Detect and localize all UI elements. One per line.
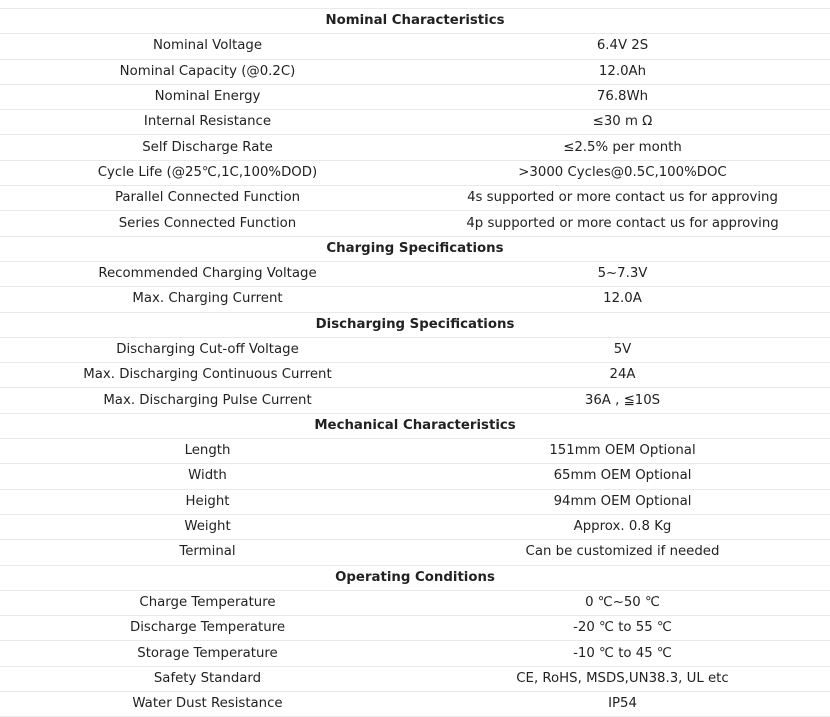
section-title: Operating Conditions	[0, 565, 830, 590]
spec-value: CE, RoHS, MSDS,UN38.3, UL etc	[415, 666, 830, 691]
spec-label: Width	[0, 464, 415, 489]
spec-value: 0 ℃~50 ℃	[415, 590, 830, 615]
spec-label: Safety Standard	[0, 666, 415, 691]
section-header-row	[0, 312, 830, 337]
table-row	[0, 84, 830, 109]
table-row	[0, 514, 830, 539]
spec-label: Cycle Life (@25℃,1C,100%DOD)	[0, 160, 415, 185]
spec-value: Approx. 0.8 Kg	[415, 514, 830, 539]
table-row	[0, 34, 830, 59]
spec-label: Nominal Energy	[0, 84, 415, 109]
table-row	[0, 135, 830, 160]
spec-value: 151mm OEM Optional	[415, 439, 830, 464]
spec-value: 12.0Ah	[415, 59, 830, 84]
spec-label: Storage Temperature	[0, 641, 415, 666]
spec-value: ≤30 m Ω	[415, 110, 830, 135]
table-row	[0, 261, 830, 286]
spec-label: Discharging Cut-off Voltage	[0, 337, 415, 362]
spec-value: Can be customized if needed	[415, 540, 830, 565]
spec-value: ≤2.5% per month	[415, 135, 830, 160]
spec-label: Max. Discharging Pulse Current	[0, 388, 415, 413]
table-row	[0, 363, 830, 388]
spec-value: 4s supported or more contact us for approving	[415, 186, 830, 211]
spec-value: 6.4V 2S	[415, 34, 830, 59]
spec-label: Max. Charging Current	[0, 287, 415, 312]
table-row	[0, 464, 830, 489]
table-row	[0, 692, 830, 717]
spec-value: -20 ℃ to 55 ℃	[415, 616, 830, 641]
table-row	[0, 388, 830, 413]
spec-value: 65mm OEM Optional	[415, 464, 830, 489]
table-row	[0, 540, 830, 565]
section-header-row	[0, 236, 830, 261]
spec-value: 12.0A	[415, 287, 830, 312]
spec-value: >3000 Cycles@0.5C,100%DOC	[415, 160, 830, 185]
spec-label: Nominal Capacity (@0.2C)	[0, 59, 415, 84]
table-row	[0, 211, 830, 236]
spec-value: 76.8Wh	[415, 84, 830, 109]
spec-value: 36A , ≦10S	[415, 388, 830, 413]
spec-label: Discharge Temperature	[0, 616, 415, 641]
spec-label: Length	[0, 439, 415, 464]
section-title: Charging Specifications	[0, 236, 830, 261]
spec-label: Terminal	[0, 540, 415, 565]
table-row	[0, 666, 830, 691]
table-row	[0, 59, 830, 84]
section-title: Mechanical Characteristics	[0, 413, 830, 438]
spec-label: Weight	[0, 514, 415, 539]
section-header-row	[0, 413, 830, 438]
table-row	[0, 489, 830, 514]
spec-label: Self Discharge Rate	[0, 135, 415, 160]
section-header-row	[0, 9, 830, 34]
table-row	[0, 160, 830, 185]
table-row	[0, 641, 830, 666]
spec-value: 4p supported or more contact us for approving	[415, 211, 830, 236]
section-title: Nominal Characteristics	[0, 9, 830, 34]
spec-label: Parallel Connected Function	[0, 186, 415, 211]
table-row	[0, 616, 830, 641]
spec-label: Nominal Voltage	[0, 34, 415, 59]
table-row	[0, 186, 830, 211]
specifications-table	[0, 8, 830, 717]
spec-value: 5V	[415, 337, 830, 362]
section-title: Discharging Specifications	[0, 312, 830, 337]
table-row	[0, 337, 830, 362]
spec-label: Series Connected Function	[0, 211, 415, 236]
table-row	[0, 590, 830, 615]
section-header-row	[0, 565, 830, 590]
spec-value: -10 ℃ to 45 ℃	[415, 641, 830, 666]
spec-value: 5~7.3V	[415, 261, 830, 286]
spec-label: Charge Temperature	[0, 590, 415, 615]
spec-value: 24A	[415, 363, 830, 388]
table-row	[0, 287, 830, 312]
spec-label: Max. Discharging Continuous Current	[0, 363, 415, 388]
spec-label: Water Dust Resistance	[0, 692, 415, 717]
table-row	[0, 439, 830, 464]
specifications-table-body	[0, 9, 830, 717]
spec-label: Recommended Charging Voltage	[0, 261, 415, 286]
spec-label: Height	[0, 489, 415, 514]
spec-label: Internal Resistance	[0, 110, 415, 135]
spec-value: 94mm OEM Optional	[415, 489, 830, 514]
spec-value: IP54	[415, 692, 830, 717]
table-row	[0, 110, 830, 135]
